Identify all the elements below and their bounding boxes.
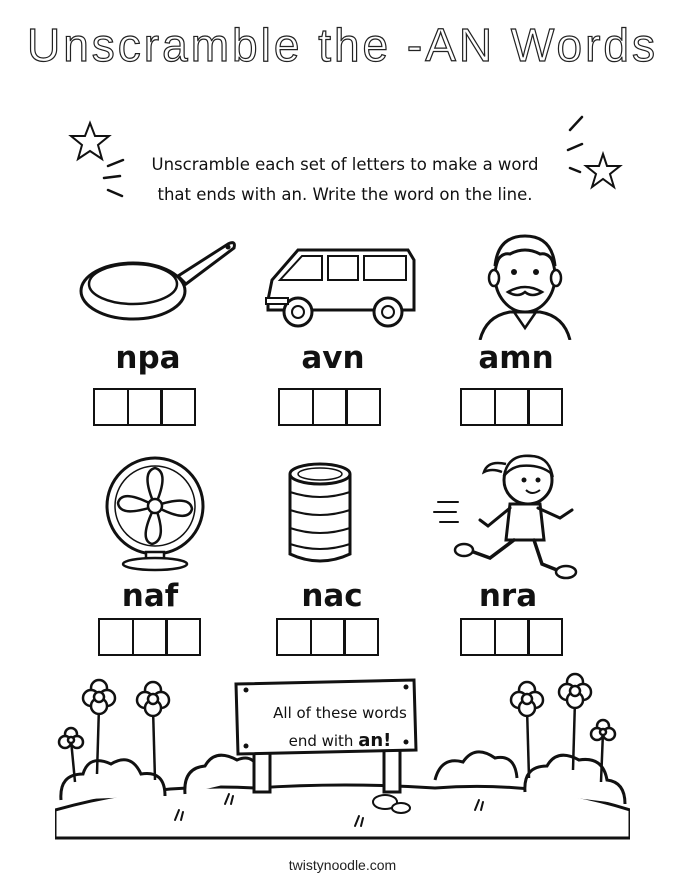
- fan-icon: [100, 454, 210, 572]
- scrambled-word-6: nra: [478, 578, 538, 614]
- can-icon: [285, 460, 355, 568]
- answer-boxes-1: [93, 388, 196, 426]
- scrambled-word-1: npa: [115, 340, 181, 376]
- letter-box[interactable]: [460, 388, 496, 426]
- answer-boxes-4: [98, 618, 201, 656]
- letter-box[interactable]: [494, 388, 530, 426]
- scrambled-word-4: naf: [121, 578, 179, 614]
- scrambled-word-2: avn: [301, 340, 365, 376]
- letter-box[interactable]: [312, 388, 348, 426]
- letter-box[interactable]: [160, 388, 196, 426]
- letter-box[interactable]: [460, 618, 496, 656]
- star-sparkle-left-icon: [68, 118, 138, 213]
- man-icon: [470, 224, 580, 340]
- letter-box[interactable]: [276, 618, 312, 656]
- letter-box[interactable]: [345, 388, 381, 426]
- scrambled-word-5: nac: [301, 578, 363, 614]
- sign-line-2: [245, 727, 435, 755]
- instructions-line-2: that ends with an. Write the word on the line.: [157, 185, 533, 204]
- letter-box[interactable]: [310, 618, 346, 656]
- footer-credit: twistynoodle.com: [288, 857, 397, 873]
- running-girl-icon: [430, 446, 580, 582]
- letter-box[interactable]: [132, 618, 168, 656]
- van-icon: [258, 240, 420, 332]
- letter-box[interactable]: [494, 618, 530, 656]
- answer-boxes-3: [460, 388, 563, 426]
- answer-boxes-6: [460, 618, 563, 656]
- letter-box[interactable]: [127, 388, 163, 426]
- sign-line-2-bold: an!: [358, 730, 392, 751]
- star-sparkle-right-icon: [560, 112, 625, 197]
- scrambled-word-3: amn: [478, 340, 554, 376]
- sign-line-2-prefix: end with: [288, 732, 359, 750]
- page-title: Unscramble the -AN Words: [27, 19, 658, 71]
- frying-pan-icon: [78, 236, 240, 326]
- letter-box[interactable]: [278, 388, 314, 426]
- answer-boxes-5: [276, 618, 379, 656]
- letter-box[interactable]: [165, 618, 201, 656]
- letter-box[interactable]: [98, 618, 134, 656]
- letter-box[interactable]: [527, 388, 563, 426]
- sign-line-1: All of these words: [273, 704, 407, 722]
- sign-text: [245, 700, 435, 755]
- letter-box[interactable]: [527, 618, 563, 656]
- instructions-line-1: Unscramble each set of letters to make a word: [151, 155, 539, 174]
- letter-box[interactable]: [343, 618, 379, 656]
- instructions: [145, 150, 545, 210]
- answer-boxes-2: [278, 388, 381, 426]
- letter-box[interactable]: [93, 388, 129, 426]
